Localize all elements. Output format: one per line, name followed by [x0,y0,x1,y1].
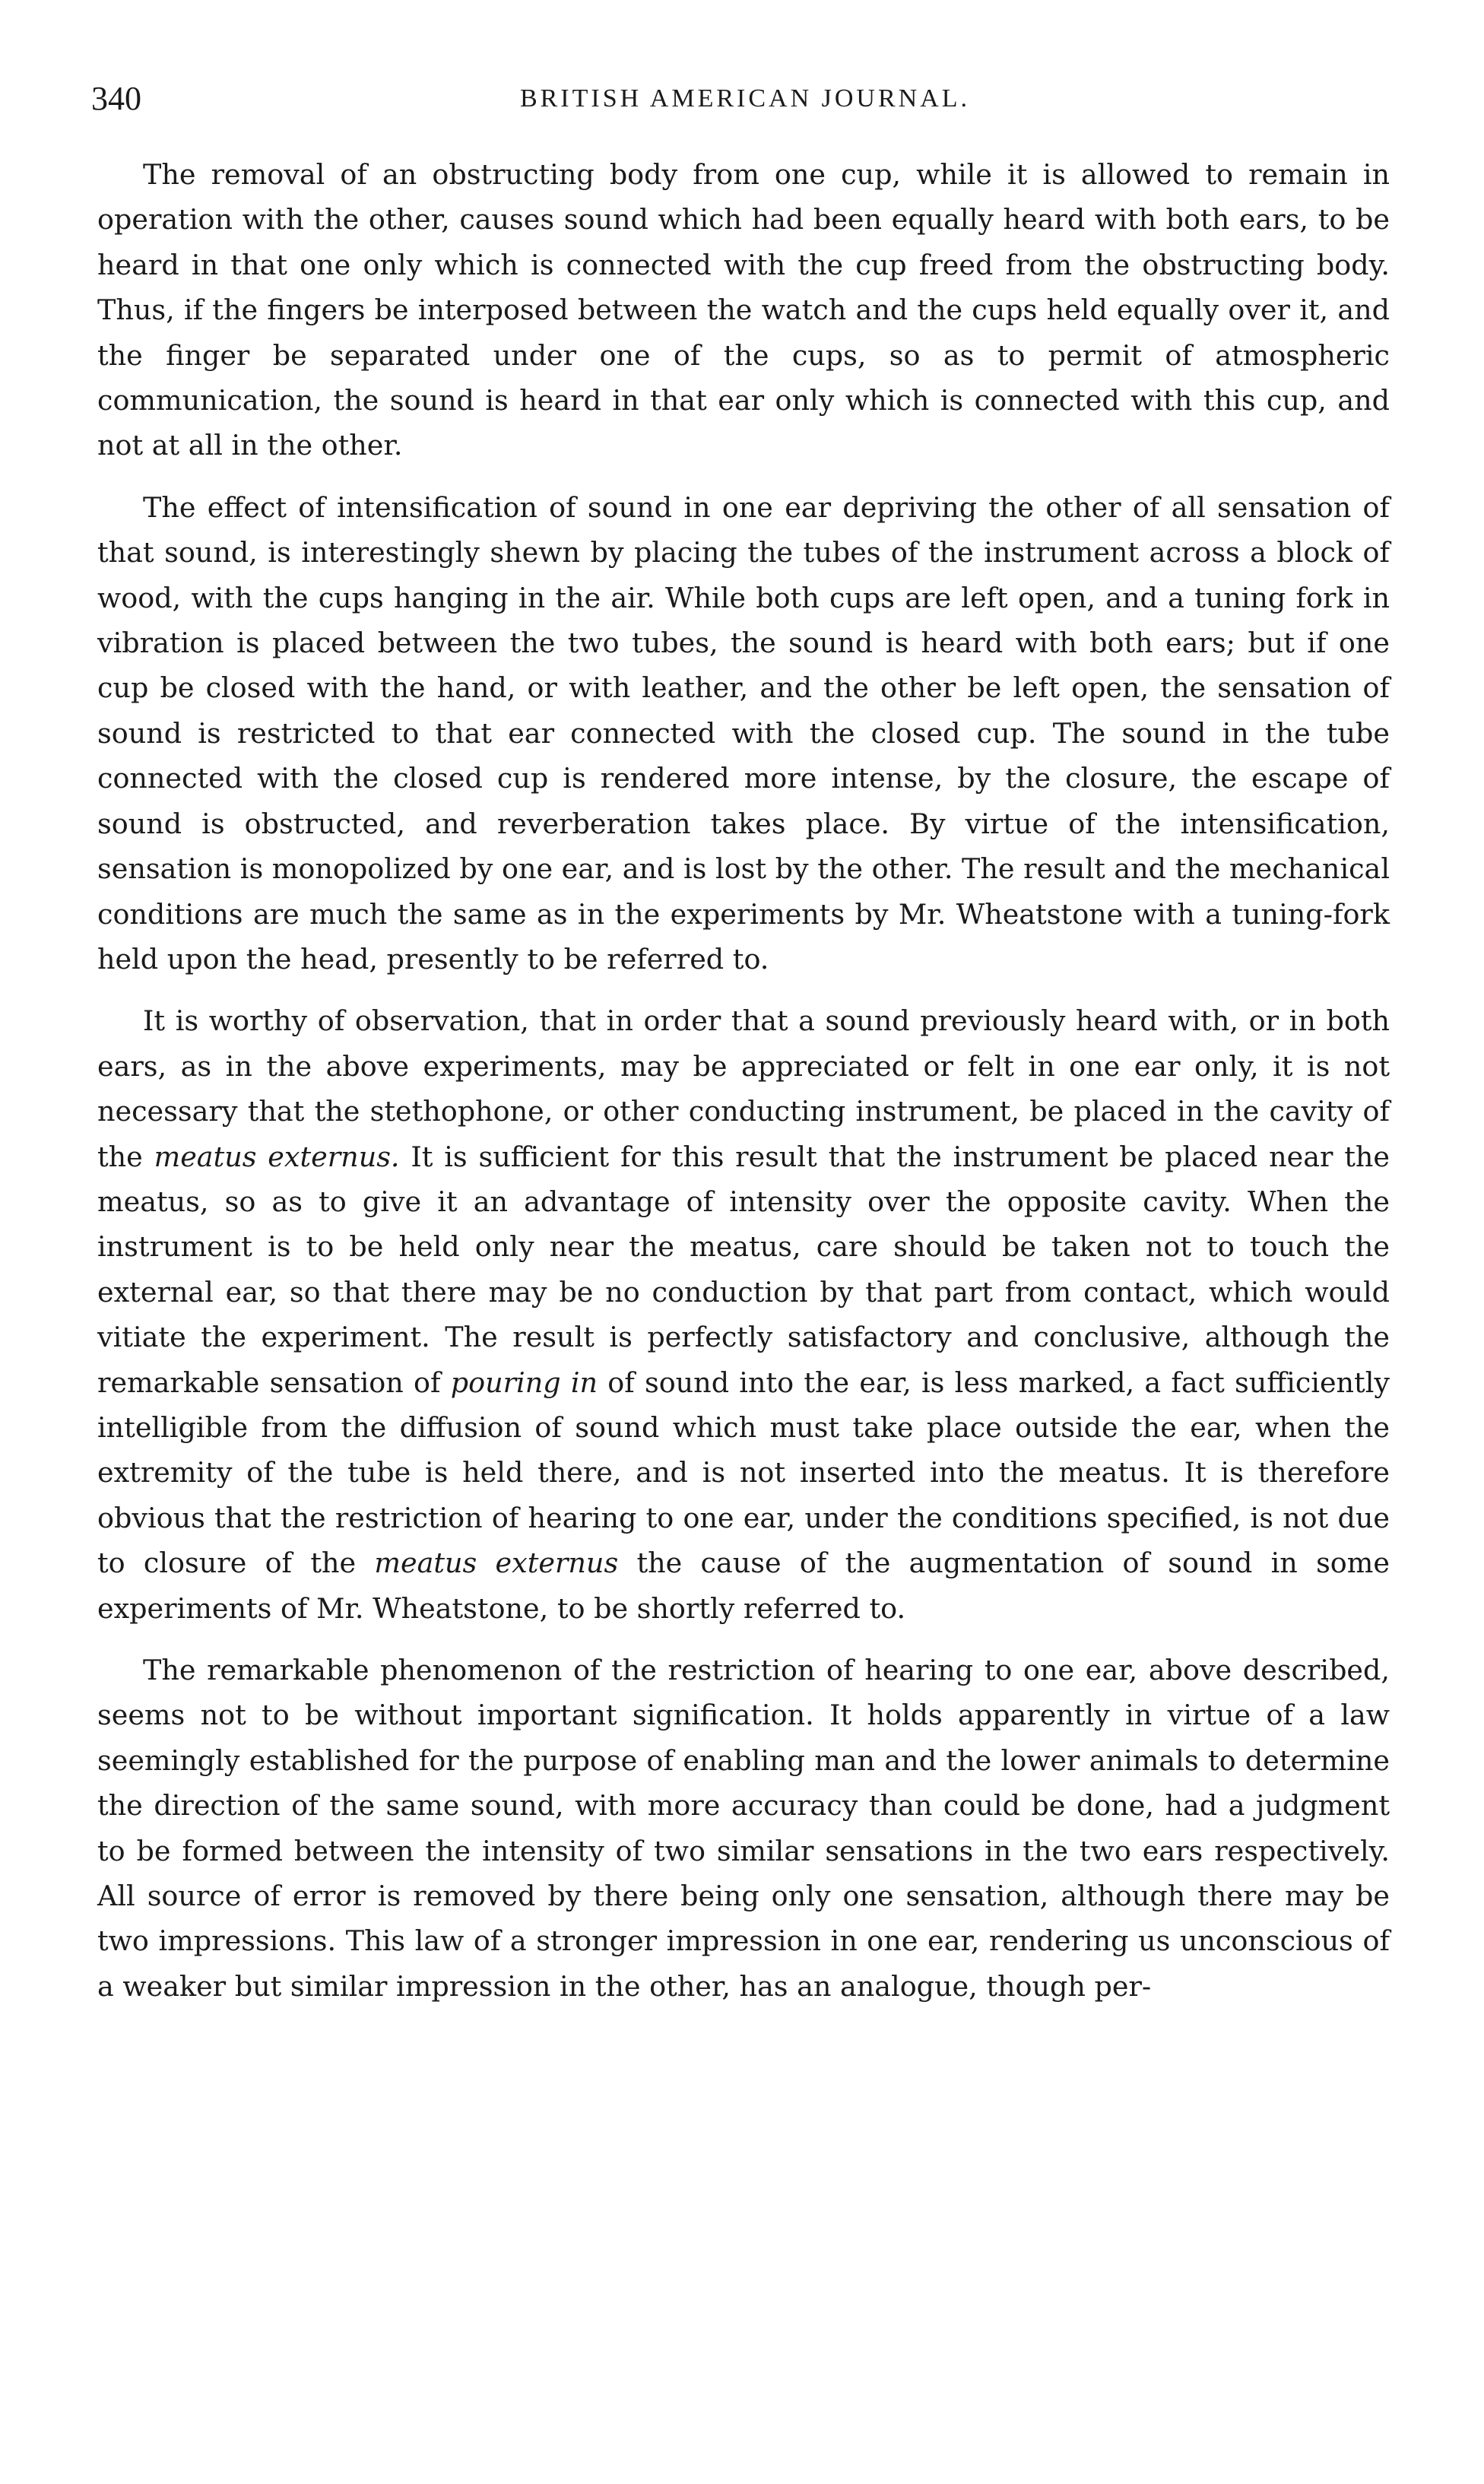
paragraph-3-italic-2: pouring in [450,1366,598,1399]
article-body [97,152,1390,2026]
paragraph-4: The remarkable phenomenon of the restriction of hearing to one ear, above described, seems not to be without important signification. It holds apparently in virtue of a law seemingly established for the purpose of enabling man and the lower animals to determine the direction of the same sound, with more accuracy than could be done, had a judgment to be formed between the intensity of two similar sensations in the two ears respectively. All source of error is removed by there being only one sensation, although there may be two impressions. This law of a stronger impression in one ear, rendering us unconscious of a weaker but similar impression in the other, has an analogue, though per- [97,1654,1390,2003]
paragraph-2: The effect of intensification of sound in one ear depriving the other of all sensation of that sound, is interestingly shewn by placing the tubes of the instrument across a block of wood, with the cups hanging in the air. While both cups are left open, and a tuning fork in vibration is placed between the two tubes, the sound is heard with both ears; but if one cup be closed with the hand, or with leather, and the other be left open, the sensation of sound is restricted to that ear connected with the closed cup. The sound in the tube connected with the closed cup is rendered more intense, by the closure, the escape of sound is obstructed, and reverberation takes place. By virtue of the intensification, sensation is monopolized by one ear, and is lost by the other. The result and the mechanical conditions are much the same as in the experiments by Mr. Wheatstone with a tuning-fork held upon the head, presently to be referred to. [97,490,1390,976]
paragraph-3-italic-1: meatus externus. [154,1140,400,1173]
running-head: BRITISH AMERICAN JOURNAL. [519,84,971,113]
paragraph-3-italic-3: meatus externus [374,1547,619,1580]
paragraph-3 [97,998,1390,1631]
paragraph-3-text-2: It is sufficient for this result that the instrument be placed near the meatus, so as to give it an advantage of intensity over the opposite cavity. When the instrument is to be held only near the meatus, care should be taken not to touch the external ear, so that there may be no conduction by that part from contact, which would vitiate the experiment. The result is perfectly satisfactory and conclusive, although the remarkable sensation of [97,1140,1390,1399]
page-header [91,76,1399,122]
paragraph-3-text-1: It is worthy of observation, that in order that a sound previously heard with, or in both ears, as in the above experiments, may be appreciated or felt in one ear only, it is not necessary that the stethophone, or other conducting instrument, be placed in the cavity of the [97,1004,1390,1173]
paragraph-3-text-4: the cause of the augmentation of sound in some experiments of Mr. Wheatstone, to be shortly referred to. [97,1547,1390,1625]
paragraph-3-text-3: of sound into the ear, is less marked, a fact sufficiently intelligible from the diffusion of sound which must take place outside the ear, when the extremity of the tube is held there, and is not inserted into the meatus. It is therefore obvious that the restriction of hearing to one ear, under the conditions specified, is not due to closure of the [97,1366,1390,1580]
paragraph-1: The removal of an obstructing body from one cup, while it is allowed to remain in operation with the other, causes sound which had been equally heard with both ears, to be heard in that one only which is connected with the cup freed from the obstructing body. Thus, if the fingers be interposed between the watch and the cups held equally over it, and the finger be separated under one of the cups, so as to permit of atmospheric communication, the sound is heard in that ear only which is connected with this cup, and not at all in the other. [97,158,1390,462]
page-number: 340 [91,80,141,117]
